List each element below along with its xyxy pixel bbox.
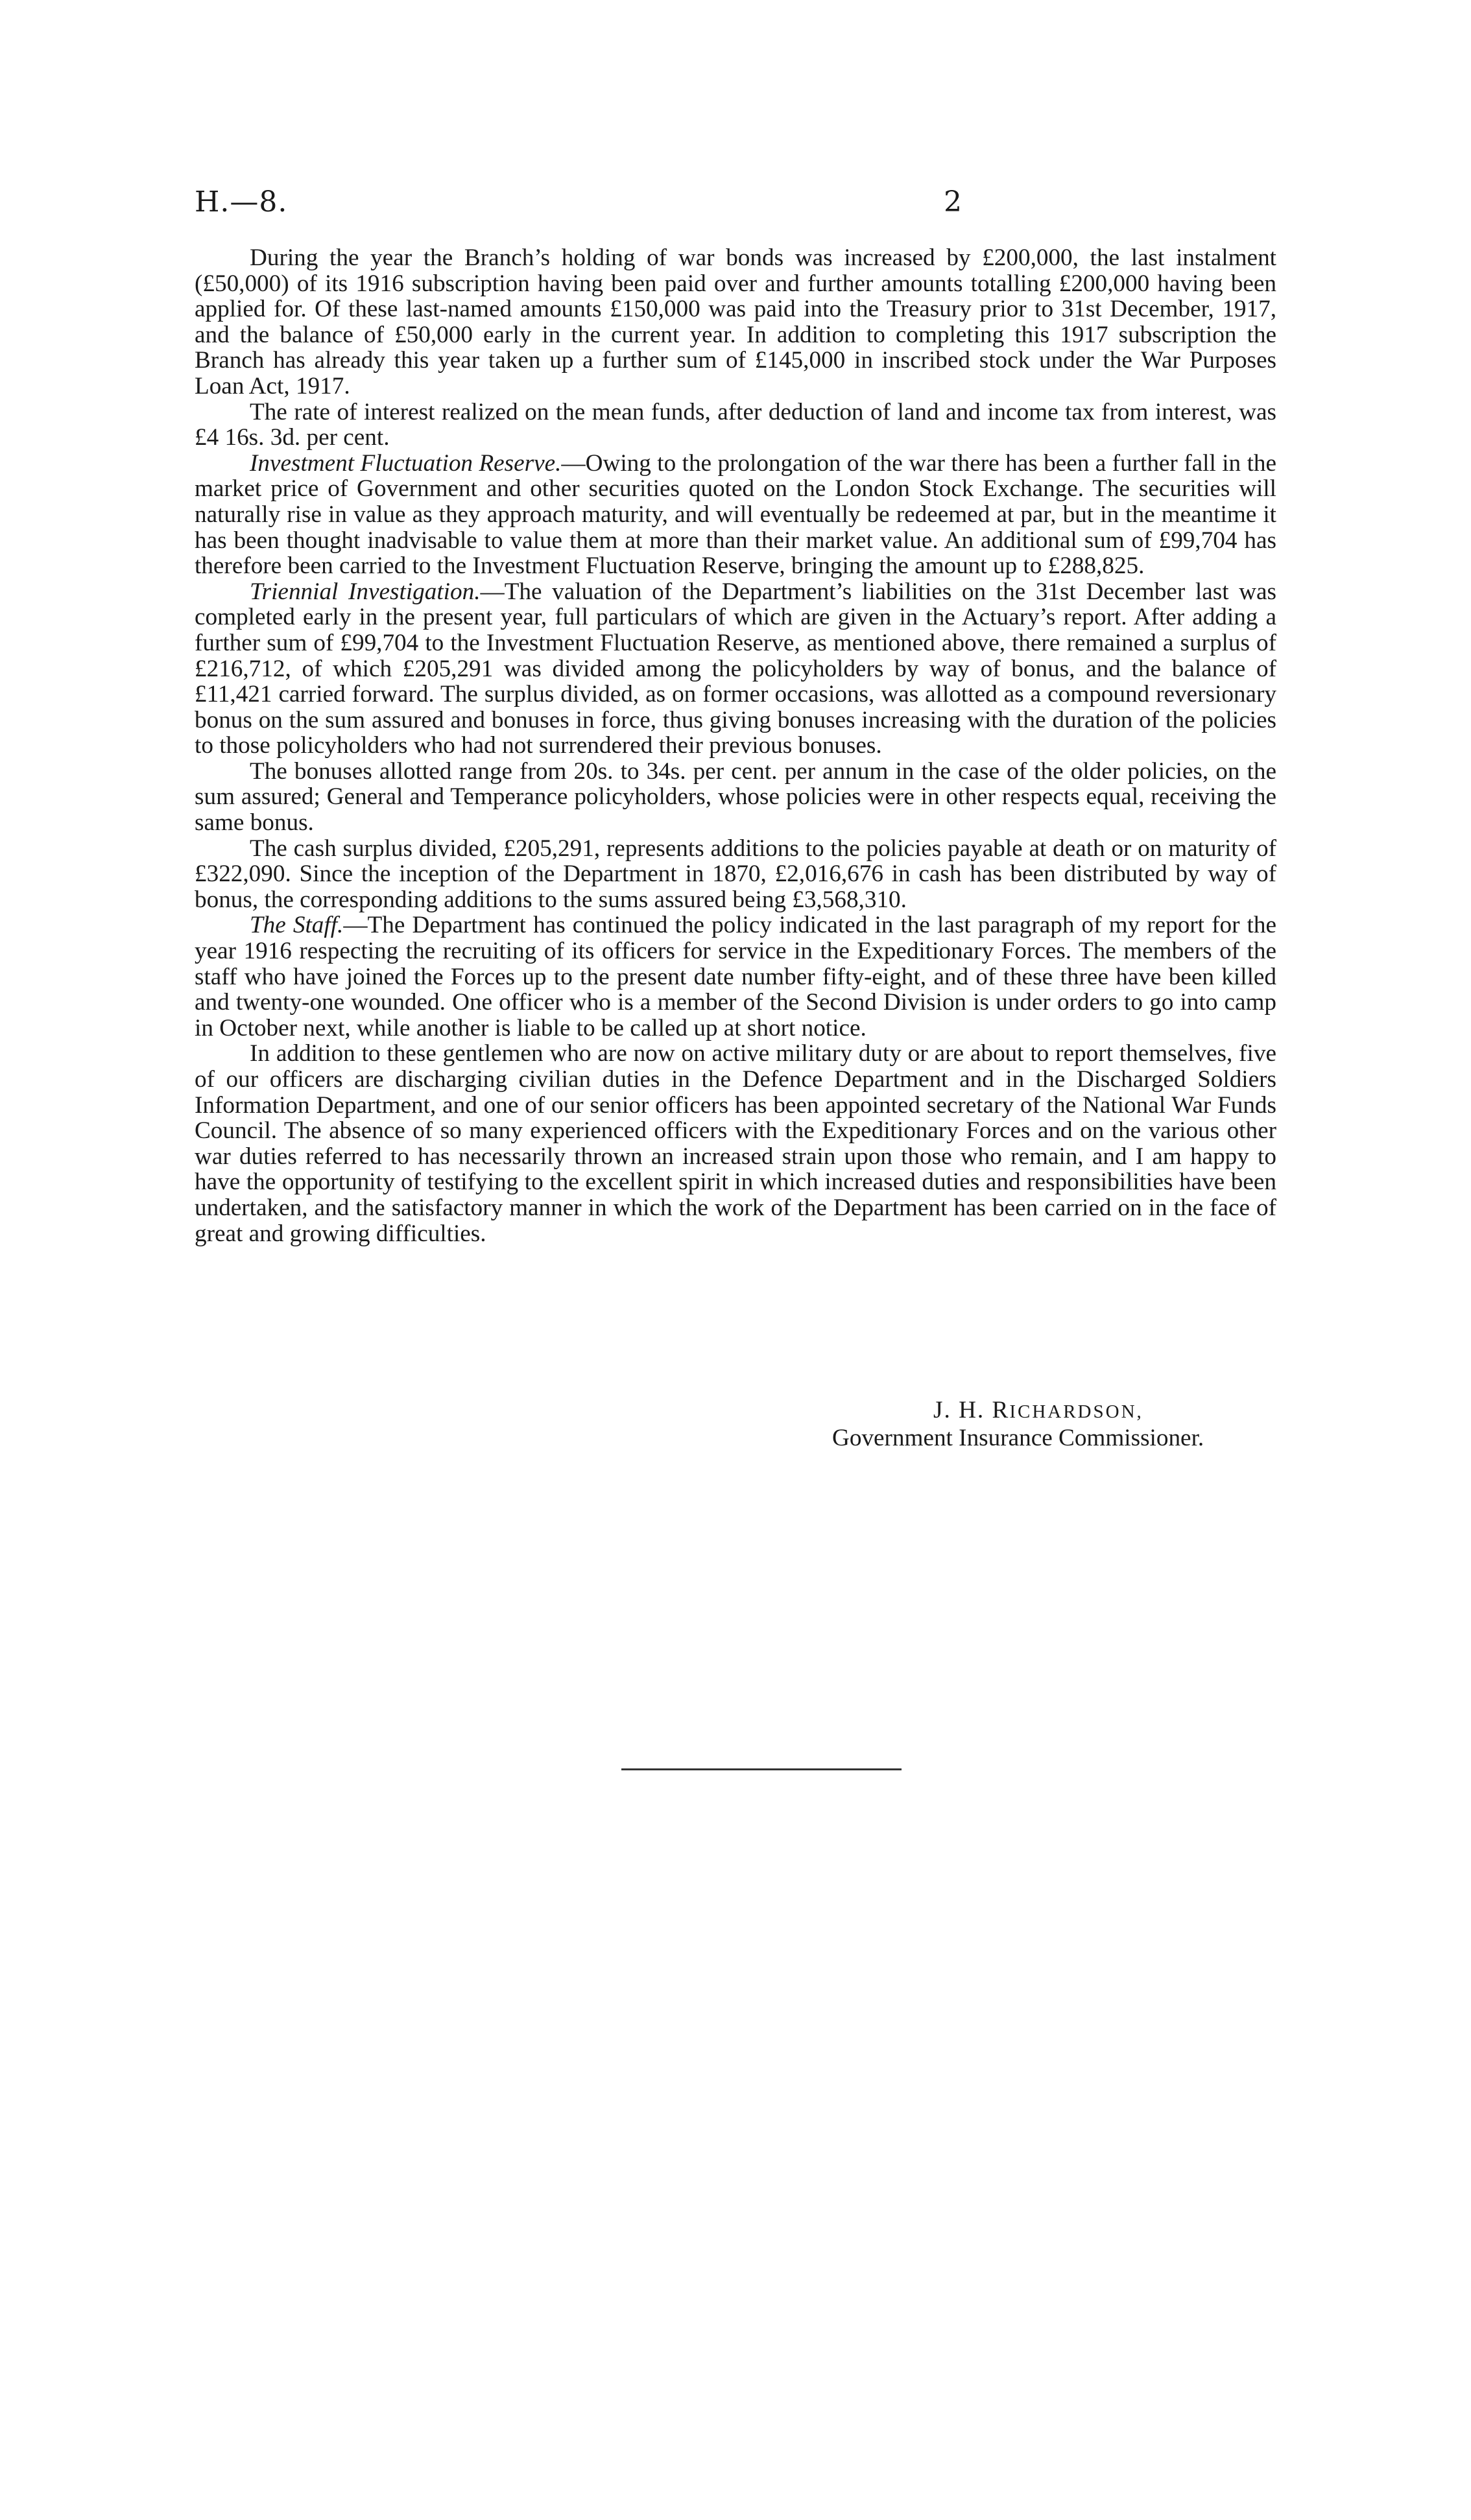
page-header	[195, 185, 1284, 224]
paragraph-lead-heading: Investment Fluctuation Reserve.	[250, 449, 562, 477]
paragraph-lead-heading: The Staff.	[250, 912, 344, 939]
paragraph-lead-heading: Triennial Investigation.	[250, 578, 481, 605]
paragraph-text: —The valuation of the Department’s liabilities on the 31st December last was completed early in the present year, full particulars of which are given in the Actuary’s report. After adding a further sum of £99,704 to the Investment Fluctuation Reserve, as mentioned above, there remained a surplus of £216,712, of which £205,291 was divided among the policyholders by way of bonus, and the balance of £11,421 carried forward. The surplus divided, as on former occasions, was allotted as a compound reversionary bonus on the sum assured and bonuses in force, thus giving bonuses increasing with the duration of the policies to those policyholders who had not surrendered their previous bonuses.	[195, 578, 1276, 759]
signatory-name	[832, 1397, 1286, 1425]
paragraph-war-bonds	[195, 245, 1276, 399]
page-number: 2	[944, 185, 962, 219]
paragraph-text: The rate of interest realized on the mean funds, after deduction of land and income tax from interest, was £4 16s. 3d. per cent.	[195, 398, 1276, 451]
paragraph-bonuses-allotted	[195, 759, 1276, 836]
paragraph-text: —The Department has continued the policy indicated in the last paragraph of my report for the year 1916 respecting the recruiting of its officers for service in the Expeditionary Forces. The members of the staff who have joined the Forces up to the present date number fifty-eight, and of these three have been killed and twenty-one wounded. One officer who is a member of the Second Division is under orders to go into camp in October next, while another is liable to be called up at short notice.	[195, 912, 1276, 1041]
signatory-surname-smallcaps: ICHARDSON,	[1009, 1401, 1143, 1422]
section-divider	[621, 1768, 902, 1770]
paragraph-text: —Owing to the prolongation of the war there has been a further fall in the market price of Government and other securities quoted on the London Stock Exchange. The securities will naturally rise in value as they approach maturity, and will eventually be redeemed at par, but in the meantime it has been thought inadvisable to value them at more than their market value. An additional sum of £99,704 has therefore been carried to the Investment Fluctuation Reserve, bringing the amount up to £288,825.	[195, 449, 1276, 580]
report-body	[195, 245, 1276, 1246]
paragraph-war-duties	[195, 1041, 1276, 1246]
paragraph-investment-fluctuation-reserve	[195, 451, 1276, 579]
paragraph-text: The cash surplus divided, £205,291, represents additions to the policies payable at death or on maturity of £322,090. Since the inception of the Department in 1870, £2,016,676 in cash has been distributed by way of bonus, the corresponding additions to the sums assured being £3,568,310.	[195, 835, 1276, 913]
paragraph-interest-rate	[195, 399, 1276, 451]
signatory-initials: J. H. R	[933, 1397, 1010, 1423]
paragraph-text: In addition to these gentlemen who are now on active military duty or are about to report themselves, five of our officers are discharging civilian duties in the Defence Department and in the Discharged Soldiers Information Department, and one of our senior officers has been appointed secretary of the National War Funds Council. The absence of so many experienced officers with the Expeditionary Forces and on the various other war duties referred to has necessarily thrown an increased strain upon those who remain, and I am happy to have the opportunity of testifying to the excellent spirit in which increased duties and responsibilities have been undertaken, and the satisfactory manner in which the work of the Department has been carried on in the face of great and growing difficulties.	[195, 1040, 1276, 1247]
paragraph-triennial-investigation	[195, 579, 1276, 759]
document-reference: H.—8.	[195, 185, 288, 219]
paragraph-text: During the year the Branch’s holding of war bonds was increased by £200,000, the last instalment (£50,000) of its 1916 subscription having been paid over and further amounts totalling £200,000 having been applied for. Of these last-named amounts £150,000 was paid into the Treasury prior to 31st December, 1917, and the balance of £50,000 early in the current year. In addition to completing this 1917 subscription the Branch has already this year taken up a further sum of £145,000 in inscribed stock under the War Purposes Loan Act, 1917.	[195, 244, 1276, 399]
paragraph-the-staff	[195, 912, 1276, 1041]
paragraph-text: The bonuses allotted range from 20s. to 34s. per cent. per annum in the case of the older policies, on the sum assured; General and Temperance policyholders, whose policies were in other respects equal, receiving the same bonus.	[195, 757, 1276, 837]
signature-block	[832, 1397, 1286, 1451]
paragraph-cash-surplus	[195, 836, 1276, 913]
signatory-title: Government Insurance Commissioner.	[832, 1424, 1204, 1451]
